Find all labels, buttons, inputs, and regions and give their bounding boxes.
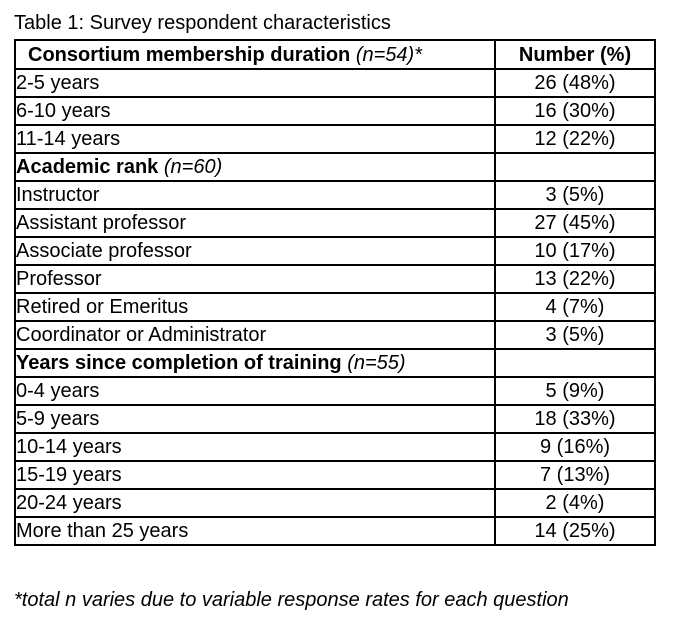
rank-section-label: Academic rank [16,156,159,178]
table-row [15,209,655,237]
row-value: 3 (5%) [495,321,655,349]
row-value: 10 (17%) [495,237,655,265]
row-value: 16 (30%) [495,97,655,125]
table-row [15,405,655,433]
table-row [15,433,655,461]
training-section-n: (n=55) [347,352,406,374]
row-value: 4 (7%) [495,293,655,321]
row-value: 12 (22%) [495,125,655,153]
row-label: Coordinator or Administrator [15,321,495,349]
section-row [15,153,655,181]
row-value: 26 (48%) [495,69,655,97]
row-value: 3 (5%) [495,181,655,209]
training-section-header [15,349,495,377]
row-value: 7 (13%) [495,461,655,489]
table-row [15,489,655,517]
table-row [15,181,655,209]
row-value: 18 (33%) [495,405,655,433]
row-label: 6-10 years [15,97,495,125]
section-empty-cell [495,349,655,377]
table-row [15,125,655,153]
table-row [15,461,655,489]
table-row [15,321,655,349]
row-label: Associate professor [15,237,495,265]
row-label: 20-24 years [15,489,495,517]
table-row [15,265,655,293]
membership-section-header [15,40,495,69]
row-label: Professor [15,265,495,293]
training-section-label: Years since completion of training [16,352,342,374]
membership-section-n: (n=54)* [355,43,422,66]
row-label: 11-14 years [15,125,495,153]
row-value: 9 (16%) [495,433,655,461]
number-column-header: Number (%) [495,40,655,69]
row-value: 2 (4%) [495,489,655,517]
row-label: 0-4 years [15,377,495,405]
table-caption: Table 1: Survey respondent characteristics [14,12,391,34]
survey-table [14,39,656,546]
table-row [15,97,655,125]
section-row [15,349,655,377]
rank-section-n: (n=60) [163,156,223,178]
membership-section-label: Consortium membership duration [28,43,351,66]
row-label: Assistant professor [15,209,495,237]
table-row [15,237,655,265]
rank-section-header [15,153,495,181]
row-label: 2-5 years [15,69,495,97]
table-row [15,377,655,405]
table-header-row [15,40,655,69]
table-row [15,69,655,97]
row-value: 27 (45%) [495,209,655,237]
row-label: Instructor [15,181,495,209]
section-empty-cell [495,153,655,181]
table-footnote: *total n varies due to variable response rates for each question [14,589,569,611]
row-label: 10-14 years [15,433,495,461]
row-value: 5 (9%) [495,377,655,405]
row-value: 14 (25%) [495,517,655,545]
table-row [15,293,655,321]
row-label: 5-9 years [15,405,495,433]
row-value: 13 (22%) [495,265,655,293]
row-label: 15-19 years [15,461,495,489]
row-label: Retired or Emeritus [15,293,495,321]
table-row [15,517,655,545]
row-label: More than 25 years [15,517,495,545]
